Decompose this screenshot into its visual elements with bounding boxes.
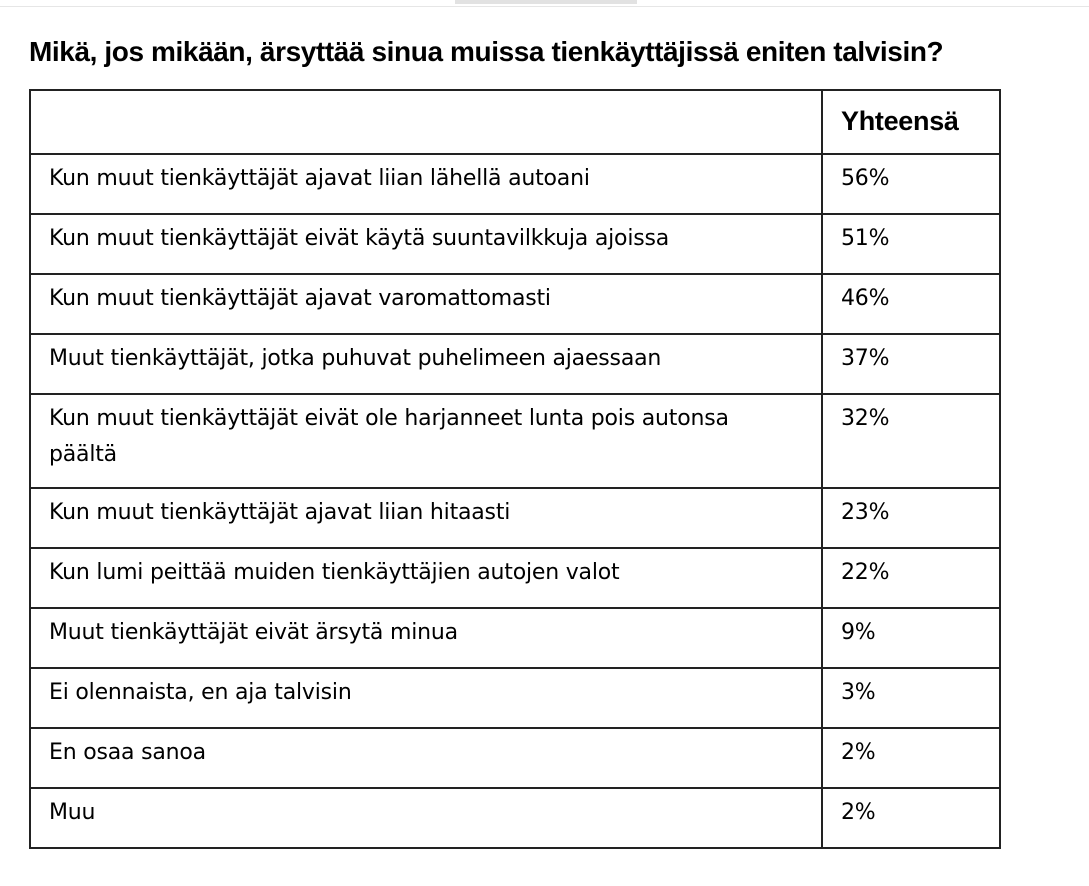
row-label: En osaa sanoa	[30, 728, 822, 788]
row-label: Kun muut tienkäyttäjät ajavat liian lähellä autoani	[30, 154, 822, 214]
row-value: 56%	[822, 154, 1000, 214]
row-label: Muut tienkäyttäjät eivät ärsytä minua	[30, 608, 822, 668]
table-row	[30, 668, 1000, 728]
row-label: Kun muut tienkäyttäjät ajavat varomattomasti	[30, 274, 822, 334]
table-row	[30, 154, 1000, 214]
row-label: Kun lumi peittää muiden tienkäyttäjien autojen valot	[30, 548, 822, 608]
table-row	[30, 274, 1000, 334]
row-label: Kun muut tienkäyttäjät eivät käytä suuntavilkkuja ajoissa	[30, 214, 822, 274]
row-label: Ei olennaista, en aja talvisin	[30, 668, 822, 728]
table-row	[30, 334, 1000, 394]
row-value: 46%	[822, 274, 1000, 334]
row-value: 3%	[822, 668, 1000, 728]
row-value: 51%	[822, 214, 1000, 274]
row-label: Muu	[30, 788, 822, 848]
row-label: Kun muut tienkäyttäjät ajavat liian hitaasti	[30, 488, 822, 548]
table-row	[30, 488, 1000, 548]
header-total-cell: Yhteensä	[822, 90, 1000, 154]
table-row	[30, 728, 1000, 788]
row-value: 22%	[822, 548, 1000, 608]
row-label: Muut tienkäyttäjät, jotka puhuvat puhelimeen ajaessaan	[30, 334, 822, 394]
row-value: 32%	[822, 394, 1000, 488]
row-label: Kun muut tienkäyttäjät eivät ole harjanneet lunta pois autonsa päältä	[30, 394, 822, 488]
row-value: 37%	[822, 334, 1000, 394]
row-value: 2%	[822, 728, 1000, 788]
table-row	[30, 788, 1000, 848]
row-value: 9%	[822, 608, 1000, 668]
table-header-row	[30, 90, 1000, 154]
table-row	[30, 608, 1000, 668]
page-title: Mikä, jos mikään, ärsyttää sinua muissa tienkäyttäjissä eniten talvisin?	[29, 36, 944, 67]
table-row	[30, 214, 1000, 274]
header-label-cell	[30, 90, 822, 154]
browser-top-strip	[0, 0, 1089, 7]
table-row	[30, 548, 1000, 608]
table-row	[30, 394, 1000, 488]
results-table	[29, 89, 1001, 849]
tab-indicator	[455, 0, 637, 4]
row-value: 2%	[822, 788, 1000, 848]
row-value: 23%	[822, 488, 1000, 548]
